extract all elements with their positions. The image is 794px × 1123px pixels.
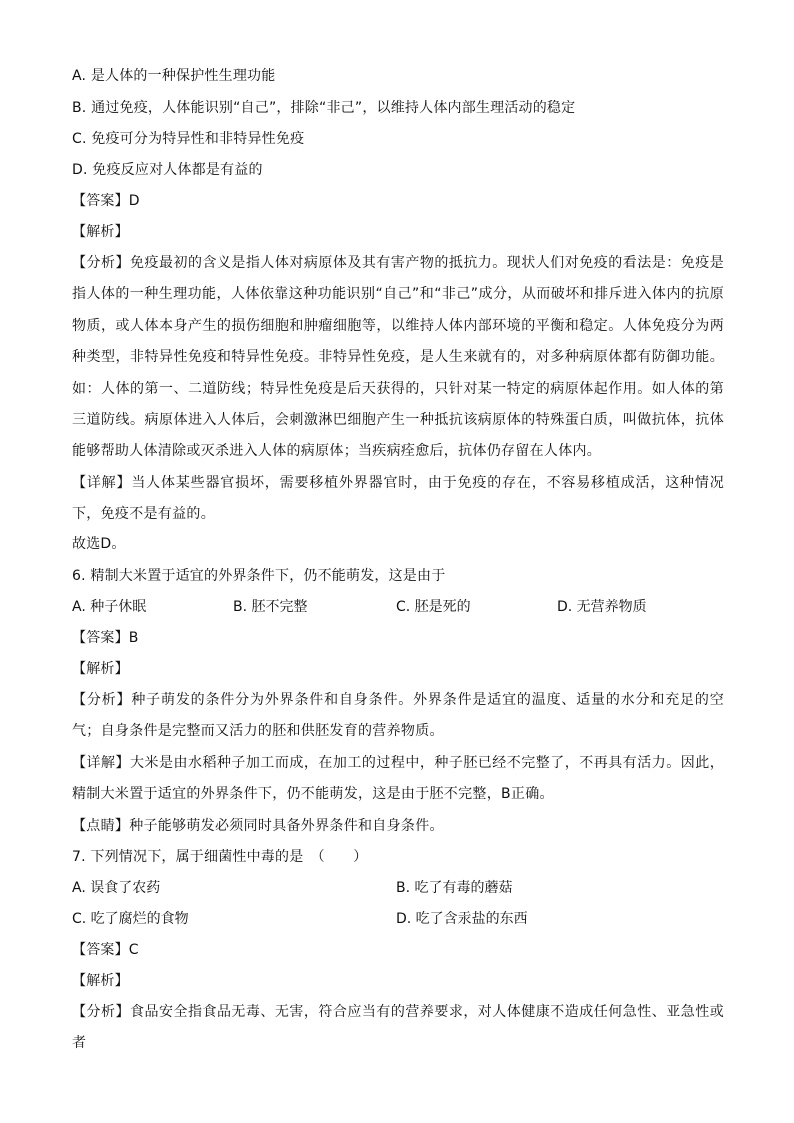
q5-xiangjie-tag: 【详解】 [72, 475, 132, 491]
q6-fenxi-tag: 【分析】 [72, 692, 132, 708]
q7-fenxi-paragraph [72, 997, 724, 1060]
q5-jiexi-heading: 【解析】 [72, 224, 129, 240]
q7-jiexi-heading: 【解析】 [72, 973, 129, 989]
q6-option-b: B. 胚不完整 [233, 599, 308, 615]
q6-stem: 6. 精制大米置于适宜的外界条件下，仍不能萌发，这是由于 [72, 568, 446, 584]
q6-dianjing-paragraph [72, 811, 724, 842]
q6-xiangjie-tag: 【详解】 [72, 755, 130, 771]
q5-answer: 【答案】D [72, 193, 140, 209]
q5-option-b: B. 通过免疫，人体能识别“自己”，排除“非己”，以维持人体内部生理活动的稳定 [72, 100, 576, 116]
q6-xiangjie-text: 大米是由水稻种子加工而成，在加工的过程中，种子胚已经不完整了，不再具有活力。因此，精制大米置于适宜的外界条件下，仍不能萌发，这是由于胚不完整，B正确。 [72, 755, 724, 803]
q5-xiangjie-text: 当人体某些器官损坏，需要移植外界器官时，由于免疫的存在，不容易移植成活，这种情况下，免疫不是有益的。 [72, 475, 725, 523]
q7-option-b: B. 吃了有毒的蘑菇 [396, 880, 513, 896]
q6-fenxi-text: 种子萌发的条件分为外界条件和自身条件。外界条件是适宜的温度、适量的水分和充足的空气；自身条件是完整而又活力的胚和供胚发育的营养物质。 [72, 692, 725, 740]
q7-fenxi-tag: 【分析】 [72, 1004, 130, 1020]
q7-answer: 【答案】C [72, 942, 139, 958]
q6-dianjing-text: 种子能够萌发必须同时具备外界条件和自身条件。 [129, 818, 444, 834]
q6-xiangjie-paragraph [72, 748, 724, 811]
q6-option-d: D. 无营养物质 [557, 599, 647, 615]
q6-jiexi-heading: 【解析】 [72, 661, 129, 677]
q6-answer: 【答案】B [72, 630, 139, 646]
q5-conclusion: 故选D。 [72, 536, 126, 552]
q5-fenxi-text: 免疫最初的含义是指人体对病原体及其有害产物的抵抗力。现状人们对免疫的看法是：免疫是指人体的一种生理功能，人体依靠这种功能识别“自己”和“非己”成分，从而破坏和排斥进入体内的抗原物质，或人体本身产生的损伤细胞和肿瘤细胞等，以维持人体内部环境的平衡和稳定。人体免疫分为两种类型，非特异性免疫和特异性免疫。非特异性免疫，是人生来就有的，对多种病原体都有防御功能。如：人体的第一、二道防线；特异性免疫是后天获得的，只针对某一特定的病原体起作用。如人体的第三道防线。病原体进入人体后，会刺激淋巴细胞产生一种抵抗该病原体的特殊蛋白质，叫做抗体，抗体能够帮助人体清除或灭杀进入人体的病原体；当疾病痊愈后，抗体仍存留在人体内。 [72, 255, 724, 460]
q6-option-a: A. 种子休眠 [72, 599, 147, 615]
q7-option-a: A. 误食了农药 [72, 880, 161, 896]
q6-dianjing-tag: 【点睛】 [72, 818, 130, 834]
q5-fenxi-paragraph [72, 248, 724, 468]
q5-option-d: D. 免疫反应对人体都是有益的 [72, 162, 263, 178]
q7-option-c: C. 吃了腐烂的食物 [72, 911, 189, 927]
q7-option-d: D. 吃了含汞盐的东西 [396, 911, 528, 927]
q5-option-a: A. 是人体的一种保护性生理功能 [72, 68, 276, 84]
q7-stem: 7. 下列情况下，属于细菌性中毒的是 （ ） [72, 849, 368, 865]
q6-option-c: C. 胚是死的 [396, 599, 471, 615]
q5-fenxi-tag: 【分析】 [72, 255, 130, 271]
q7-fenxi-text: 食品安全指食品无毒、无害，符合应当有的营养要求，对人体健康不造成任何急性、亚急性或者 [72, 1004, 724, 1052]
q5-xiangjie-paragraph [72, 468, 724, 531]
q5-option-c: C. 免疫可分为特异性和非特异性免疫 [72, 131, 305, 147]
q6-fenxi-paragraph [72, 685, 724, 748]
